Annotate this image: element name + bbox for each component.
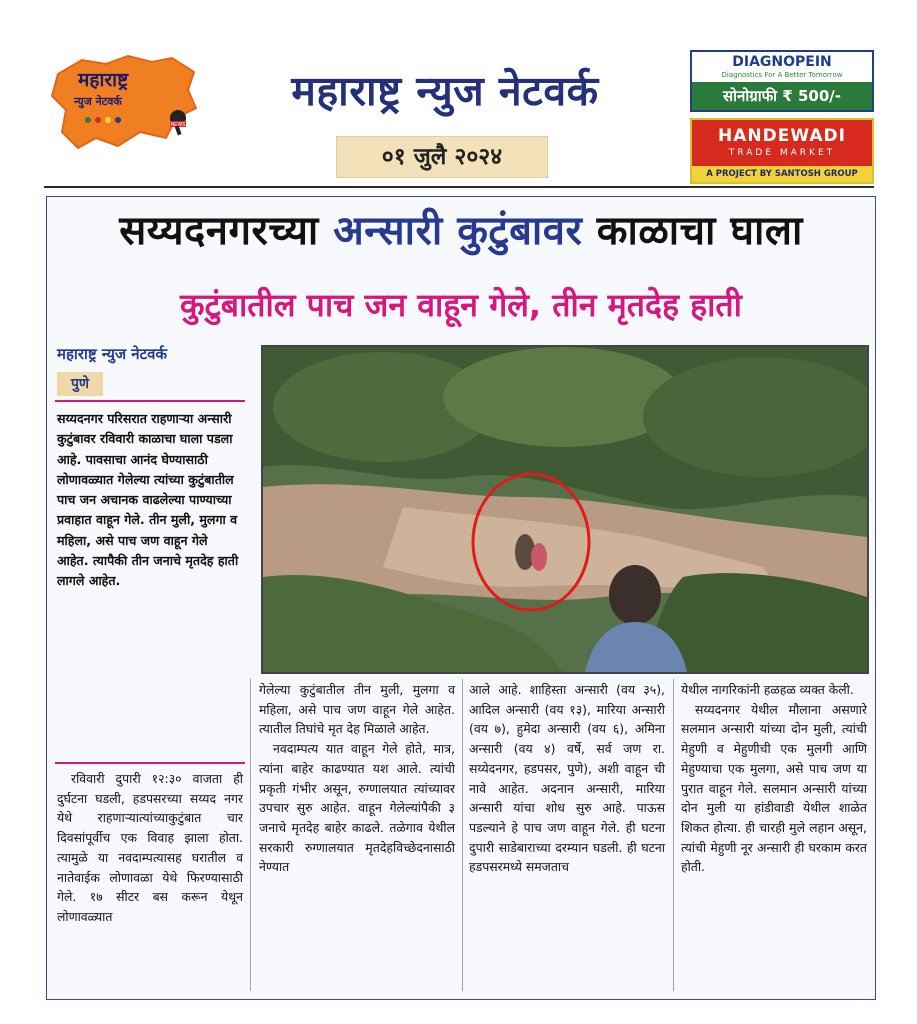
- ad-handewadi: [690, 118, 874, 184]
- article-column-4: [681, 680, 867, 877]
- article-intro: सय्यदनगर परिसरात राहणाऱ्या अन्सारी कुटुंबावर रविवारी काळाचा घाला पडला आहे. पावसाचा आनंद घेण्यासाठी लोणावळ्यात गेलेल्या त्यांच्या कुटुंबातील पाच जन अचानक वाढलेल्या पाण्याच्या प्रवाहात वाहून गेले. तीन मुली, मुलगा व महिला, असे पाच जण वाहून गेले आहेत. त्यापैकी तीन जनाचे मृतदेह हाती लागले आहेत.: [57, 411, 239, 589]
- headline-accent: अन्सारी कुटुंबावर: [333, 208, 583, 254]
- column-divider-2: [462, 679, 463, 991]
- column-divider-3: [673, 679, 674, 991]
- waterfall-photo-icon: [263, 347, 867, 672]
- mic-news-label: NEWS: [170, 122, 186, 128]
- article-subheadline: कुटुंबातील पाच जन वाहून गेले, तीन मृतदेह हाती: [180, 286, 742, 324]
- article-column-3: [469, 680, 665, 877]
- ad-diagnopein-brand: DIAGNOPEIN: [732, 54, 832, 70]
- issue-date: ०१ जुलै २०२४: [336, 136, 548, 178]
- ad-diagnopein-offer: सोनोग्राफी ₹ 500/-: [692, 82, 872, 110]
- ad-diagnopein: [690, 50, 874, 112]
- article-headline: [47, 201, 875, 256]
- intro-rule: [55, 762, 245, 764]
- headline-part2: काळाचा घाला: [582, 208, 803, 254]
- logo-text-maharashtra: महाराष्ट्र: [78, 69, 129, 91]
- column-divider-1: [250, 679, 251, 991]
- news-photo: [261, 345, 869, 674]
- newspaper-title: महाराष्ट्र न्युज नेटवर्क: [291, 67, 599, 115]
- ad-handewadi-name: HANDEWADI: [718, 126, 846, 146]
- col3-paragraph-1: आले आहे. शाहिस्ता अन्सारी (वय ३५), आदिल अन्सारी (वय १३), मारिया अन्सारी (वय ७), हुमेदा अन्सारी (वय ६), अमिना अन्सारी (वय ४) वर्षे, सर्व जण रा. सय्येदनगर, हडपसर, पुणे), अशी वाहून ची नावे आहेत. अदनान अन्सारी, मारिया अन्सारी यांचा शोध सुरु आहे. पाऊस पडल्याने हे पाच जण वाहून गेले. ही घटना दुपारी साडेबाराच्या दरम्यान घडली. ही घटना हडपसरमध्ये समजताच: [469, 682, 665, 875]
- masthead-divider: [44, 186, 874, 188]
- article-column-1: [57, 769, 243, 927]
- col4-paragraph-2: सय्यदनगर येथील मौलाना असणारे सलमान अन्सारी यांच्या दोन मुली, त्यांची मेहुणी व मेहुणीची एक मुलगी आणि मेहुण्याचा एक मुलगा, असे पाच जण या पुरात वाहून गेले. सलमान अन्सारी यांच्या दोन मुली या हांडीवाडी येथील शाळेत शिकत होत्या. ही चारही मुले लहान असून, त्यांची मेहुणी नूर अन्सारी ही घरकाम करत होती.: [681, 701, 867, 875]
- dateline-city: पुणे: [57, 372, 103, 396]
- byline: महाराष्ट्र न्युज नेटवर्क: [57, 345, 168, 363]
- ad-handewadi-by: A PROJECT BY SANTOSH GROUP: [692, 166, 872, 182]
- logo-text-network: न्युज नेटवर्क: [74, 95, 122, 108]
- byline-rule: [55, 400, 245, 402]
- col1-paragraph-1: रविवारी दुपारी १२:३० वाजता ही दुर्घटना घडली, हडपसरच्या सय्यद नगर येथे राहणाऱ्यात्यांच्याकुटुंबात चार दिवसांपूर्वीच एक विवाह झाला होता. त्यामुळे या नवदाम्पत्यासह घरातील व नातेवाईक लोणावळा येथे फिरण्यासाठी गेले. १७ सीटर बस करून येथून लोणावळ्यात: [57, 771, 243, 924]
- col2-paragraph-1: गेलेल्या कुटुंबातील तीन मुली, मुलगा व महिला, असे पाच जण वाहून गेले आहेत. त्यातील तिघांचे मृत देह मिळाले आहेत.: [259, 682, 455, 737]
- ad-diagnopein-tagline: Diagnostics For A Better Tomorrow: [721, 71, 843, 79]
- article-column-2: [259, 680, 455, 877]
- headline-part1: सय्यदनगरच्या: [119, 208, 334, 254]
- maharashtra-map-logo: [48, 52, 200, 152]
- microphone-icon: [164, 108, 192, 136]
- col4-paragraph-1: येथील नागरिकांनी हळहळ व्यक्त केली.: [681, 682, 854, 697]
- col2-paragraph-2: नवदाम्पत्य यात वाहून गेले होते, मात्र, त्यांना बाहेर काढण्यात यश आले. त्यांची प्रकृती गंभीर असून, रुग्णालयात त्यांच्यावर उपचार सुरु आहेत. वाहून गेलेल्यांपैकी ३ जनाचे मृतदेह बाहेर काढले. तळेगाव येथील सरकारी रुग्णालयात मृतदेहविच्छेदनासाठी नेण्यात: [259, 741, 455, 875]
- article-frame: [46, 196, 876, 1000]
- masthead: [0, 0, 917, 188]
- ad-handewadi-sub: TRADE MARKET: [728, 148, 836, 158]
